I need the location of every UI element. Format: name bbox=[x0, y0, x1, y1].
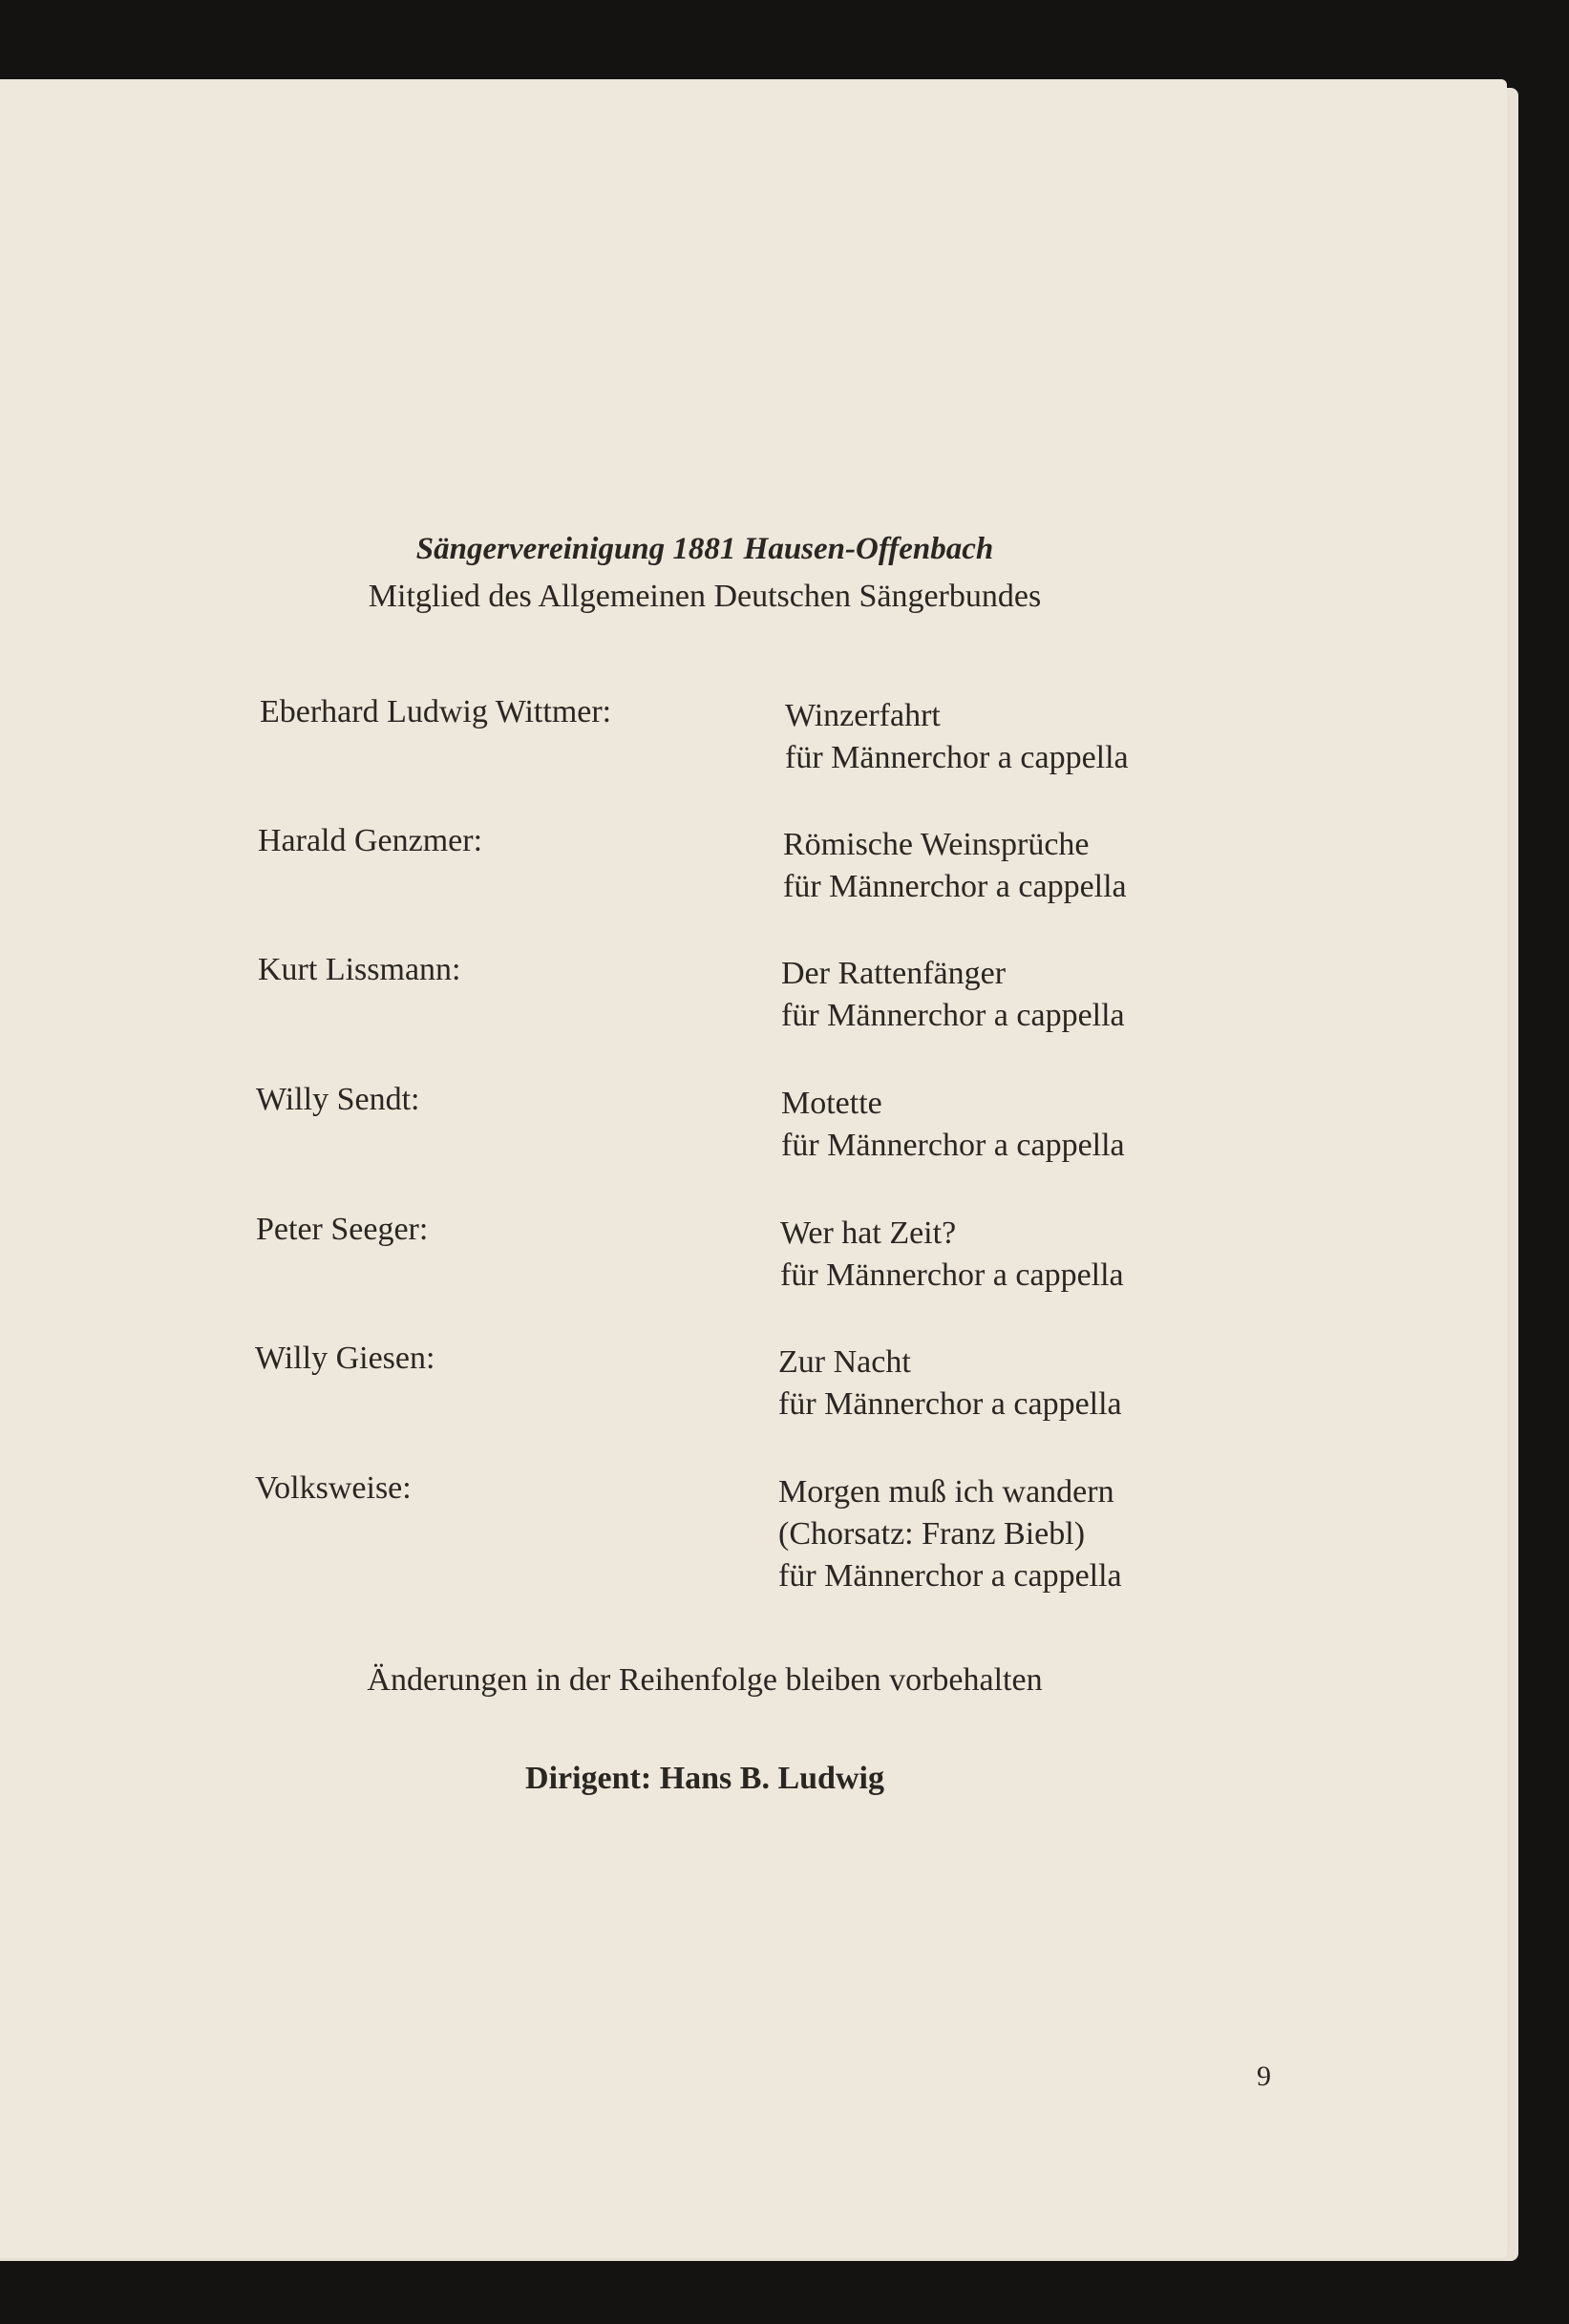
work-title: Motette bbox=[781, 1086, 882, 1121]
composer-name: Volksweise: bbox=[255, 1470, 412, 1506]
work-title: Römische Weinsprüche bbox=[783, 827, 1090, 862]
work-title: Wer hat Zeit? bbox=[780, 1215, 957, 1251]
composer-name: Harald Genzmer: bbox=[258, 823, 483, 858]
composer-name: Peter Seeger: bbox=[256, 1212, 429, 1247]
choir-title: Sängervereinigung 1881 Hausen-Offenbach bbox=[415, 532, 994, 566]
work-detail: (Chorsatz: Franz Biebl) bbox=[778, 1516, 1086, 1552]
work-detail: für Männerchor a cappella bbox=[785, 740, 1129, 775]
composer-name: Willy Sendt: bbox=[256, 1082, 420, 1117]
work-title: Der Rattenfänger bbox=[781, 956, 1007, 991]
page-number: 9 bbox=[1257, 2060, 1271, 2092]
work-title: Zur Nacht bbox=[778, 1344, 911, 1380]
work-detail: für Männerchor a cappella bbox=[778, 1558, 1122, 1594]
conductor: Dirigent: Hans B. Ludwig bbox=[525, 1761, 884, 1796]
composer-name: Kurt Lissmann: bbox=[258, 952, 461, 987]
order-note: Änderungen in der Reihenfolge bleiben vorbehalten bbox=[367, 1662, 1043, 1698]
composer-name: Willy Giesen: bbox=[255, 1341, 435, 1376]
work-title: Morgen muß ich wandern bbox=[778, 1474, 1114, 1510]
work-detail: für Männerchor a cappella bbox=[780, 1257, 1124, 1293]
work-detail: für Männerchor a cappella bbox=[781, 1128, 1125, 1163]
work-detail: für Männerchor a cappella bbox=[783, 869, 1127, 904]
work-detail: für Männerchor a cappella bbox=[778, 1386, 1122, 1422]
document-page bbox=[0, 79, 1507, 2258]
choir-subtitle: Mitglied des Allgemeinen Deutschen Sängerbundes bbox=[368, 579, 1042, 614]
work-detail: für Männerchor a cappella bbox=[781, 998, 1125, 1033]
work-title: Winzerfahrt bbox=[785, 698, 941, 733]
composer-name: Eberhard Ludwig Wittmer: bbox=[260, 694, 612, 729]
